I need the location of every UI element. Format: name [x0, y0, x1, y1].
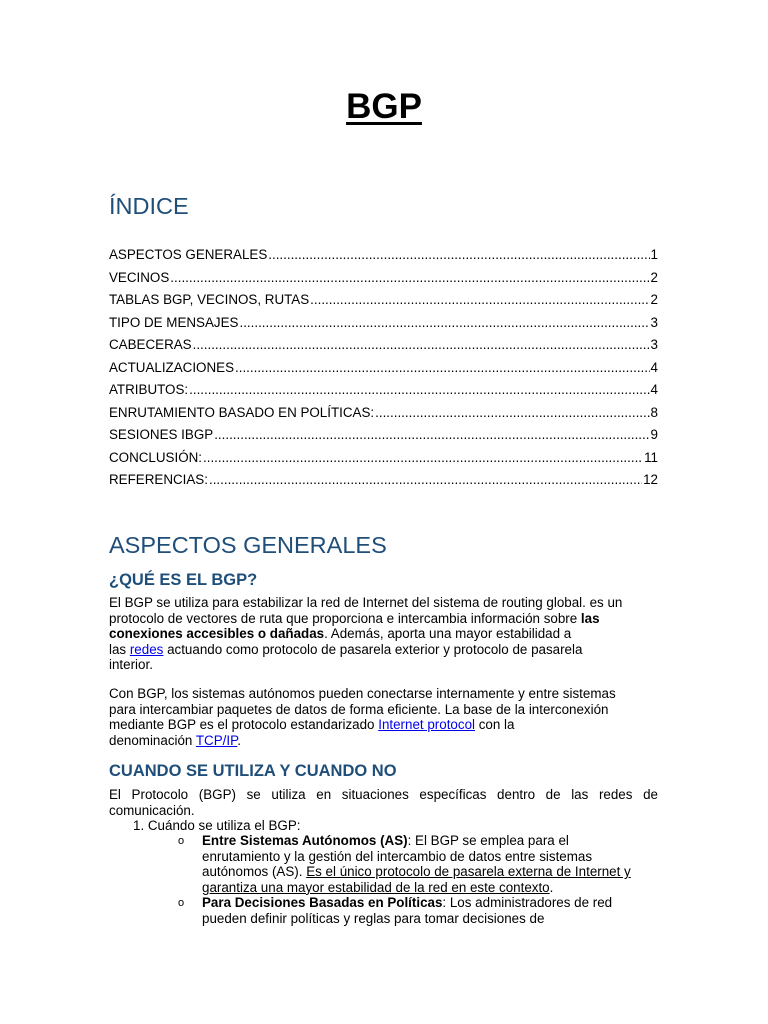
toc-entry-label: VECINOS [109, 269, 170, 285]
bullet-item-entre-sistemas: Entre Sistemas Autónomos (AS): El BGP se emplea para el enrutamiento y la gestión del intercambio de datos entre sistemas autónomos (AS). Es el único protocolo de pasarela externa de Internet y garantiza una mayor estabilidad de la red en este contexto. [202, 833, 631, 895]
toc-leader-dots [203, 447, 643, 470]
toc-leader-dots [239, 312, 649, 335]
toc-entry[interactable] [109, 312, 658, 335]
toc-entry-page: 4 [650, 359, 658, 375]
tcp-ip-link[interactable]: TCP/IP [195, 732, 238, 748]
section-heading-aspectos-generales: ASPECTOS GENERALES [109, 532, 387, 558]
toc-entry-label: ACTUALIZACIONES [109, 359, 235, 375]
toc-entry-label: ASPECTOS GENERALES [109, 247, 268, 262]
toc-entry[interactable] [109, 357, 658, 380]
toc-entry-page: 8 [650, 404, 658, 420]
bullet-icon: o [178, 835, 185, 847]
toc-entry[interactable] [109, 424, 658, 447]
toc-entry[interactable] [109, 334, 658, 357]
toc-entry-label: ATRIBUTOS: [109, 382, 189, 397]
table-of-contents [109, 244, 658, 492]
toc-entry-page: 3 [650, 314, 658, 330]
toc-leader-dots [375, 402, 649, 425]
toc-leader-dots [189, 379, 649, 402]
toc-entry-page: 1 [650, 247, 658, 262]
toc-entry-page: 2 [650, 292, 658, 307]
paragraph-protocolo-bgp: El Protocolo (BGP) se utiliza en situaciones específicas dentro de las redes de comunicación. [109, 787, 658, 818]
toc-entry-page: 4 [650, 382, 658, 397]
toc-entry-page: 11 [644, 449, 658, 465]
toc-entry[interactable] [109, 289, 658, 312]
toc-entry-label: REFERENCIAS: [109, 472, 208, 487]
bullet-icon: o [178, 897, 185, 909]
redes-link[interactable]: redes [129, 641, 164, 657]
toc-entry-label: CABECERAS [109, 337, 192, 352]
document-title: BGP [346, 87, 422, 126]
index-heading: ÍNDICE [109, 193, 189, 219]
toc-entry-page: 2 [650, 269, 658, 285]
toc-entry-page: 3 [650, 337, 658, 352]
subheading-cuando-se-utiliza: CUANDO SE UTILIZA Y CUANDO NO [109, 762, 397, 780]
toc-entry[interactable] [109, 379, 658, 402]
toc-entry-label: SESIONES IBGP [109, 427, 214, 442]
bullet-item-decisiones-politicas: Para Decisiones Basadas en Políticas: Los administradores de red pueden definir políticas y reglas para tomar decisiones de [202, 895, 613, 926]
toc-entry-label: TABLAS BGP, VECINOS, RUTAS [109, 292, 310, 307]
toc-leader-dots [214, 424, 649, 447]
subheading-que-es-bgp: ¿QUÉ ES EL BGP? [109, 571, 258, 589]
toc-entry[interactable] [109, 469, 658, 492]
toc-leader-dots [170, 267, 649, 290]
numbered-list-item: 1. Cuándo se utiliza el BGP: [133, 818, 301, 833]
toc-leader-dots [235, 357, 650, 380]
toc-entry-label: ENRUTAMIENTO BASADO EN POLÍTICAS: [109, 404, 375, 420]
internet-protocol-link[interactable]: Internet protocol [378, 717, 475, 733]
toc-leader-dots [310, 289, 649, 312]
toc-entry-page: 9 [650, 427, 658, 442]
toc-entry[interactable] [109, 267, 658, 290]
toc-leader-dots [193, 334, 650, 357]
paragraph-que-es-bgp: El BGP se utiliza para estabilizar la red de Internet del sistema de routing global. es un protocolo de vectores de ruta que proporciona e intercambia información sobre las conexiones accesibles o dañadas. Además, aporta una mayor estabilidad a las redes actuando como protocolo de pasarela exterior y protocolo de pasarela interior. [109, 595, 623, 673]
toc-entry[interactable] [109, 447, 658, 470]
toc-leader-dots [268, 244, 649, 267]
toc-entry[interactable] [109, 402, 658, 425]
toc-entry[interactable] [109, 244, 658, 267]
toc-leader-dots [209, 469, 642, 492]
paragraph-con-bgp: Con BGP, los sistemas autónomos pueden conectarse internamente y entre sistemas para intercambiar paquetes de datos de forma eficiente. La base de la interconexión mediante BGP es el protocolo estandarizado Internet protocol con la denominación TCP/IP. [109, 686, 616, 748]
toc-entry-label: CONCLUSIÓN: [109, 449, 203, 465]
toc-entry-page: 12 [643, 472, 658, 487]
toc-entry-label: TIPO DE MENSAJES [109, 314, 239, 330]
